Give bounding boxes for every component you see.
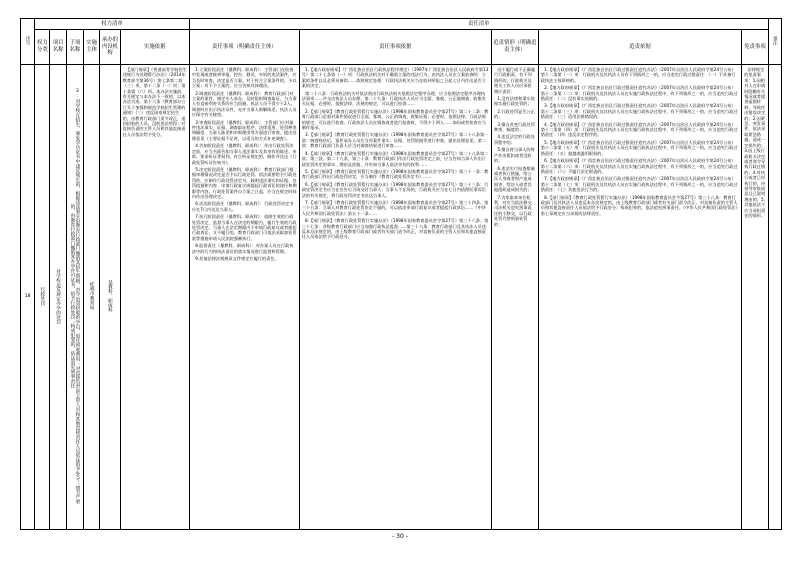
accountability-item: 5.擅自将当事人的财产作出暂扣或者没收的； bbox=[493, 147, 535, 164]
header-zixiang: 子项名称 bbox=[66, 30, 83, 65]
accountability-basis-item: 5.【地方政府规章】《广西壮族自治区行政过错责任追究办法》（2007年自治区人民政府令第24号公布）第十二条第（五）项：行政机关及其执法人员在实施行政执法过程中，有下列情形之一的，应当追究行政过错责任：（五）超越或滥用职权的。 bbox=[540, 139, 738, 156]
cell-beizhu bbox=[768, 65, 781, 530]
table-row bbox=[21, 65, 782, 530]
header-group-power-list: 权力清单 bbox=[35, 19, 190, 30]
accountability-basis-item: 8.【部门规章】《教育行政处罚暂行实施办法》（1998年国家教育委员会令第27号）第三十八条：教育行政部门及其执法人员违反本办法规定的，由上级教育行政部门或者有关部门责令改正，对直接负责的主管人员和其他直接责任人员依法给予行政处分；构成犯罪的，依法追究刑事责任。《中华人民共和国行政处罚法》第七章规定应当承担的法律责任。 bbox=[540, 194, 738, 216]
responsibility-item: 6.送达阶段责任（暴教科、职成科）：行政处罚决定书应在7日内送达当事人。 bbox=[191, 201, 294, 212]
cell-xiangmu: 对学校违反规定办学的处罚 bbox=[50, 65, 66, 530]
responsibility-item: 2.调查阶段责任（暴教科、职成科）：教育行政部门对立案的案件，指定专人承办，及时组织调查取证，与当事人有直接利害关系的应当回避。执法人员不得少于2人，调查时应出示执法证件，允许当事人辩解陈述。执法人员应保守有关秘密。 bbox=[191, 90, 297, 118]
header-xiangmu: 项目名称 bbox=[50, 30, 66, 65]
basis-item: 第二十八条：行政执法机关对依法须由行政执法机关依照法定程序办理，应当依照法定程序办理执法事项……并交由执法人员办理。第二十九条：行政执法人员应当全面、客观、公正地调查、收集有关证据，必要时，依照法律、法规的规定，可以进行检查…… bbox=[301, 90, 486, 107]
responsibility-item: 5.决定阶段责任（暴教科、职成科）：教育行政部门根据审理情况决定是否予以行政处罚。依法需要给予行政处罚的，应制作行政处罚决定书，载明违法事实和证据、处罚依据和内容、申请行政复议或提起行政诉讼的途径和期限等内容。行政处罚案件自立案之日起，应当在规定时间内作出处理决定。 bbox=[191, 166, 297, 199]
cell-mianze: 法律规定的免责事项：1.因相对人在申请时隐瞒有关情况或者提供虚假材料，导致作出错误决定的；2.因紧急、突发事件，依法采取紧急措施，造成一定损失的；3.因上级行政机关决定或者命令导致行政过错的；4.对执行或者已经执行的，经领导审批同意且已说明理由的；5.其他依法不应当承担责任的情形。 bbox=[742, 65, 768, 530]
responsibility-table-page bbox=[20, 18, 782, 530]
basis-item: 2.【部门规章】《教育行政处罚暂行实施办法》（1998年国家教育委员会令第27号）第二十二条：教育行政部门必须对案件情况进行全面、客观、公正的调查，收集证据；必要时，依照法律、行政法规的规定，可以进行检查。行政执法人员在调查或者进行检查时，不得少于两人……询问或者检查应当制作笔录。 bbox=[301, 108, 489, 131]
header-zhuize-qingxing: 追责情形（明确追责主体） bbox=[491, 30, 538, 65]
responsibility-item: 4.告知阶段责任（暴教科、职成科）：作出行政处罚决定前，应当书面告知当事人违法事实及其享有的陈述、申辩、要求听证等权利。符合听证规定的，制作并送达《行政处罚听证告知书》。 bbox=[191, 143, 297, 165]
basis-item: 3.【部门规章】《教育行政处罚暂行实施办法》（1998年国家教育委员会令第27号）第二十八条第一款：调查终结后，案件承办人员应当对案件事实、证据、处罚依据等进行审查，提出处理意见。第二款：教育行政部门负责人应当对调查结果进行审查…… bbox=[301, 132, 489, 149]
accountability-item: 7.为牟取本单位私利，对应当依法移交司法机关追究刑事责任的不移交，以行政处罚代替刑事处罚的； bbox=[493, 194, 532, 227]
cell-fenlei: 行政处罚 bbox=[35, 65, 50, 530]
cell-zhuize-yiju bbox=[538, 65, 741, 530]
accountability-basis-item: 1.【地方政府规章】《广西壮族自治区行政过错责任追究办法》（2007年自治区人民政府令第24号公布）第十二条第（一）项：行政机关及其执法人员有下列情形之一的，应当追究行政过错责任：（一）不具备行政执法主体资格的。 bbox=[540, 67, 736, 83]
header-zerenyiju: 责任事项依据 bbox=[299, 30, 491, 65]
accountability-basis-item: 3.【地方政府规章】《广西壮族自治区行政过错责任追究办法》（2007年自治区人民政府令第24号公布）第十二条第（三）项：行政机关及其执法人员在实施行政执法过程中，有下列情形之一的，应当追究行政过错责任：（三）适用法律错误的。 bbox=[540, 103, 738, 120]
header-beizhu: 备注 bbox=[768, 19, 781, 65]
basis-item: 4.【部门规章】《教育行政处罚暂行实施办法》（1998年国家教育委员会令第27号）第二十八条第二款、第三款，第二十九条，第三十条：教育行政部门作出行政处罚决定之前，应当告知当事人作出行政处罚决定的事实、理由及依据，并告知当事人依法享有的权利…… bbox=[301, 150, 489, 167]
header-zhuize-yiju: 追责依据 bbox=[538, 30, 741, 65]
basis-item: 1.【地方政府规章】《广西壮族自治区行政执法程序规定》（1997年广西壮族自治区人民政府令第13号）第二十七条第（一）项：行政执法机关对于确需立案的违法行为，由执法人员在立案前查明：立案的条件以及必须具备的……依照规定处理：行政执法机关应当在收到举报之日起七日内作出是否立案的决定。 bbox=[301, 67, 489, 89]
responsibility-item: 7.执行阶段责任（暴教科、职成科）：依照生效的行政处罚决定，监督当事人在决定的期限内，履行生效的行政处罚决定。当事人在法定期限内不申请行政复议或者提起行政诉讼，又不履行的，教育行政部门可依法采取加处罚款等措施申请人民法院强制执行。 bbox=[191, 214, 297, 241]
accountability-basis-item: 7.【地方政府规章】《广西壮族自治区行政过错责任追究办法》（2007年自治区人民政府令第24号公布）第十二条第（七）项：行政机关及其执法人员在实施行政执法过程中，有下列情形之一的，应当追究行政过错责任：（七）其他违法行为的。 bbox=[540, 176, 738, 193]
cell-xuhao: 18 bbox=[21, 65, 35, 530]
accountability-item: 2.行政处罚显失公正的； bbox=[493, 108, 535, 120]
header-xuhao: 序号 bbox=[21, 19, 35, 65]
page-number: - 30 - bbox=[392, 533, 408, 540]
header-mianze: 免责事项 bbox=[742, 30, 768, 65]
accountability-item: 因不履行或不正确履行行政职责，有下列情形的，行政机关及相关工作人员应承担相应责任： bbox=[493, 67, 536, 94]
accountability-basis-item: 2.【地方政府规章】《广西壮族自治区行政过错责任追究办法》（2007年自治区人民政府令第24号公布）第十二条第（二）项：行政机关及其执法人员在实施行政执法过程中，有下列情形之一的，应当追究行政过错责任：（二）没有事实依据的。 bbox=[540, 85, 738, 102]
responsibility-item: 9.其他法律法规规章文件规定应履行的责任。 bbox=[195, 256, 279, 261]
accountability-item: 1.没有法律和事实依据实施行政处罚的； bbox=[493, 96, 535, 107]
accountability-item: 3.擅自改变行政处罚种类、幅度的； bbox=[493, 121, 535, 133]
basis-item: 6.【部门规章】《教育行政处罚暂行实施办法》（1998年国家教育委员会令第27号）第三十三条：行政处罚决定书应当在宣告后当场交付当事人；当事人不在场的，行政机关应当在七日内依照民事诉讼法的有关规定，将行政处罚决定书送达当事人。 bbox=[301, 181, 489, 198]
cell-neibu: 基教科、职成科 bbox=[100, 65, 120, 530]
cell-zixiang: 3.对学校在招生、颁发学历证书中违反规定的，根据违法事实由教育行政部门撤销其招生资格、责令退回招收的学员，退还所收费用；对直接负责的主管人员和其他直接责任人员依法给予处分；情节严重的，由教育行政部门撤销其办学许可证书，给予行政处罚；构成犯罪的，依法追究刑事责任 bbox=[66, 65, 83, 530]
cell-yiju: 【部门规章】《普通高等学校招生违规行为处理暂行办法》（2014年教育部令第36号）第七条第二款（三）项、第十二条（一）项；第十条第（六）项。本办法实施前，有关规定与本办法不一致的，以本办法为准。第十六条《教育部办公厅关于加强和规范学校招生管理的通知》（三）违反国家规定招生的，由教育行政部门责令改正，退回招收的人员，没收违法所得；对直接负责的主管人员和其他直接责任人员依法给予处分。 bbox=[120, 65, 189, 530]
header-fenlei: 权力分类 bbox=[35, 30, 50, 65]
cell-zhuti: 桂林市教育局 bbox=[84, 65, 100, 530]
accountability-basis-item: 4.【地方政府规章】《广西壮族自治区行政过错责任追究办法》（2007年自治区人民政府令第24号公布）第十二条第（四）项：行政机关及其执法人员在实施行政执法过程中，有下列情形之一的，应当追究行政过错责任：（四）违反法定程序的。 bbox=[540, 121, 738, 138]
accountability-basis-item: 6.【地方政府规章】《广西壮族自治区行政过错责任追究办法》（2007年自治区人民政府令第24号公布）第十二条第（六）项：行政机关及其执法人员在实施行政执法过程中，有下列情形之一的，应当追究行政过错责任：（六）不履行法定职责的。 bbox=[540, 158, 738, 174]
responsibility-table bbox=[20, 18, 782, 530]
accountability-item: 6.违法实行检查措施或者执行措施，给公民人身或者财产造成损害、给法人或者其他组织造成损失的； bbox=[493, 165, 535, 193]
header-zerenshixiang: 责任事项（明确责任主体） bbox=[189, 30, 299, 65]
basis-item: 5.【部门规章】《教育行政处罚暂行实施办法》（1998年国家教育委员会令第27号）第三十一条：教育行政部门作出行政处罚决定，应当制作《教育行政处罚决定书》…… bbox=[301, 168, 489, 180]
header-neibu: 承办的内设机构 bbox=[100, 30, 120, 65]
cell-zhuize-qingxing bbox=[491, 65, 538, 530]
header-yiju: 实施依据 bbox=[120, 30, 189, 65]
header-group-responsibility-list: 责任清单 bbox=[189, 19, 768, 30]
cell-zerenyiju bbox=[299, 65, 491, 530]
basis-item: 7.【部门规章】《教育行政处罚暂行实施办法》（1998年国家教育委员会令第27号）第三十四条、第三十五条：当事人对教育行政处罚决定不服的，可以依法申请行政复议或者提起行政诉讼……《中华人民共和国行政处罚法》第五十一条…… bbox=[301, 199, 489, 216]
basis-item: 8.【部门规章】《教育行政处罚暂行实施办法》（1998年国家教育委员会令第27号）第三十六条、第三十七条：各级教育行政部门应当加强行政执法监督……第三十八条：教育行政部门及其执法人员违反本办法规定的，由上级教育行政部门或者有关部门责令改正，对直接负责的主管人员和其他直接责任人员依法给予行政处分。 bbox=[301, 218, 489, 240]
accountability-item: 4.违反法定的行政处罚程序的； bbox=[493, 134, 535, 145]
responsibility-item: 8.监督责任（暴教科、职成科）：对办案人员在行政执法中的行为和执法责任的落实情况进行监督和管理。 bbox=[191, 243, 294, 254]
responsibility-item: 3.审查阶段责任（暴教科、职成科）：主管部门应对案件违法事实、证据、调查取证程序、法律适用、处罚种类和幅度、当事人陈述和申辩理由等方面进行审查，提出处理意见（主要证据不足时，以适当的方式补充调查）。 bbox=[191, 119, 297, 141]
cell-zerenshixiang bbox=[189, 65, 299, 530]
header-zhuti: 实施主体 bbox=[84, 30, 100, 65]
responsibility-item: 1.立案阶段责任（暴教科、职成科）：主管部门在检查中发现或者接到举报、控告、移送、申诉的违法案件，应当及时审查，决定是否立案。对于符合立案条件的，予以立案；对不予立案的，应当告知具体理由。 bbox=[191, 67, 297, 89]
